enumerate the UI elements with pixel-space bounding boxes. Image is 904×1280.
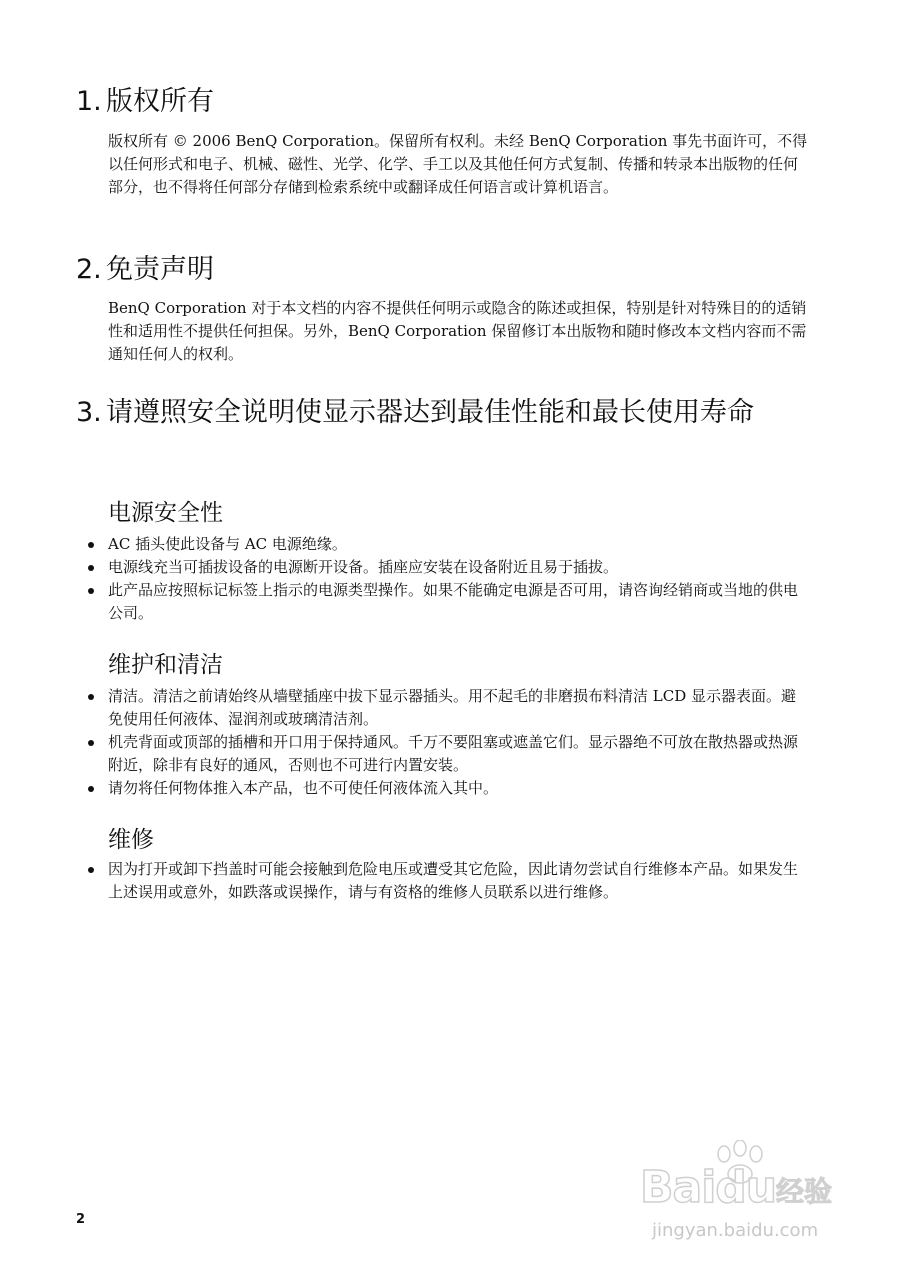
- list-item: [108, 579, 808, 625]
- service-heading: 维修: [108, 827, 154, 853]
- section-2-title: 免责声明: [106, 254, 214, 285]
- disclaimer-paragraph: BenQ Corporation 对于本文档的内容不提供任何明示或隐含的陈述或担保，特别是针对特殊目的的适销性和适用性不提供任何担保。另外，BenQ Corporation 保留修订本出版物和随时修改本文档内容而不需通知任何人的权利。: [108, 299, 807, 363]
- list-item-text: 清洁。清洁之前请始终从墙壁插座中拔下显示器插头。用不起毛的非磨损布料清洁 LCD 显示器表面。避免使用任何液体、湿润剂或玻璃清洁剂。: [108, 687, 797, 728]
- list-item-text: 此产品应按照标记标签上指示的电源类型操作。如果不能确定电源是否可用，请咨询经销商或当地的供电公司。: [108, 581, 799, 622]
- list-item: [108, 556, 808, 579]
- list-item-text: 机壳背面或顶部的插槽和开口用于保持通风。千万不要阻塞或遮盖它们。显示器绝不可放在散热器或热源附近，除非有良好的通风，否则也不可进行内置安装。: [108, 733, 799, 774]
- section-1-heading: [76, 84, 806, 120]
- page-number: 2: [76, 1212, 86, 1227]
- list-item: [108, 533, 808, 556]
- bullet-dot: [88, 565, 94, 571]
- baidu-jingyan-watermark: [640, 1140, 850, 1270]
- section-1-number: 1.: [76, 86, 102, 117]
- section-2-number: 2.: [76, 254, 102, 285]
- copyright-paragraph: 版权所有 © 2006 BenQ Corporation。保留所有权利。未经 BenQ Corporation 事先书面许可，不得以任何形式和电子、机械、磁性、光学、化学、手工以及其他任何方式复制、传播和转录本出版物的任何部分，也不得将任何部分存储到检索系统中或翻译成任何语言或计算机语言。: [108, 132, 808, 196]
- list-item: [108, 858, 808, 904]
- watermark-brand: Baidu: [640, 1162, 777, 1213]
- bullet-dot: [88, 542, 94, 548]
- bullet-dot: [88, 694, 94, 700]
- watermark-url: jingyan.baidu.com: [652, 1220, 819, 1241]
- bullet-dot: [88, 867, 94, 873]
- power-safety-heading: 电源安全性: [108, 500, 223, 526]
- watermark-label: 经验: [776, 1175, 833, 1208]
- bullet-dot: [88, 786, 94, 792]
- list-item: [108, 685, 808, 731]
- list-item-text: 请勿将任何物体推入本产品，也不可使任何液体流入其中。: [108, 779, 499, 797]
- list-item: [108, 777, 808, 800]
- section-3-title: 请遵照安全说明使显示器达到最佳性能和最长使用寿命: [106, 397, 754, 428]
- list-item-text: 因为打开或卸下挡盖时可能会接触到危险电压或遭受其它危险，因此请勿尝试自行维修本产品。如果发生上述误用或意外，如跌落或误操作，请与有资格的维修人员联系以进行维修。: [108, 860, 799, 901]
- list-item-text: 电源线充当可插拔设备的电源断开设备。插座应安装在设备附近且易于插拔。: [108, 558, 619, 576]
- section-1-title: 版权所有: [106, 86, 214, 117]
- list-item: [108, 731, 808, 777]
- section-2-heading: [76, 252, 806, 288]
- service-list: [108, 858, 808, 904]
- maintenance-list: [108, 685, 808, 800]
- bullet-dot: [88, 588, 94, 594]
- maintenance-heading: 维护和清洁: [108, 652, 223, 678]
- list-item-text: AC 插头使此设备与 AC 电源绝缘。: [108, 535, 347, 553]
- section-3-heading: [76, 394, 786, 431]
- bullet-dot: [88, 740, 94, 746]
- section-3-number: 3.: [76, 397, 102, 428]
- power-safety-list: [108, 533, 808, 625]
